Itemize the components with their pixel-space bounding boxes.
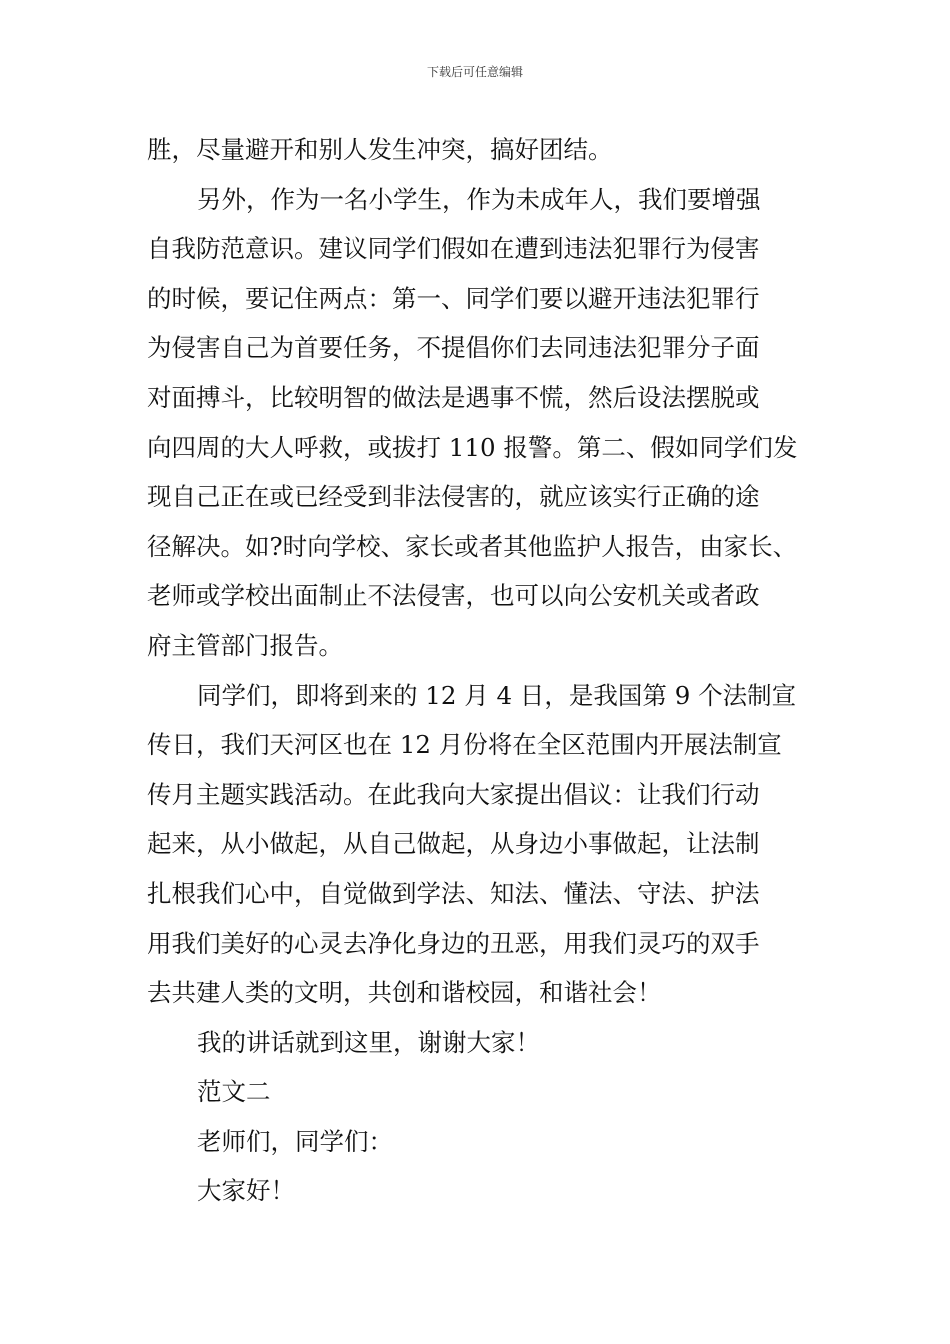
text-line: 为侵害自己为首要任务，不提倡你们去同违法犯罪分子面 [147,333,760,363]
text-line: 自我防范意识。建议同学们假如在遭到违法犯罪行为侵害 [147,234,760,264]
text-line: 去共建人类的文明，共创和谐校园，和谐社会！ [147,978,662,1008]
text-line: 传月主题实践活动。在此我向大家提出倡议：让我们行动 [147,779,760,809]
text-line: 另外，作为一名小学生，作为未成年人，我们要增强 [197,184,761,214]
text-line: 府主管部门报告。 [147,630,343,660]
text-line: 用我们美好的心灵去净化身边的丑恶，用我们灵巧的双手 [147,928,760,958]
page-header-note: 下载后可任意编辑 [426,65,523,79]
text-line: 传日，我们天河区也在 12 月份将在全区范围内开展法制宣 [147,730,782,760]
section-heading: 范文二 [197,1077,271,1107]
text-line: 起来，从小做起，从自己做起，从身边小事做起，让法制 [147,829,760,859]
greeting-line: 大家好！ [197,1176,295,1206]
text-line: 胜，尽量避开和别人发生冲突，搞好团结。 [147,135,613,164]
text-line: 向四周的大人呼救，或拔打 110 报警。第二、假如同学们发 [147,432,798,462]
text-line: 扎根我们心中，自觉做到学法、知法、懂法、守法、护法 [147,878,760,908]
salutation-line: 老师们，同学们： [197,1126,393,1156]
text-line: 现自己正在或已经受到非法侵害的，就应该实行正确的途 [147,482,760,512]
text-line: 老师或学校出面制止不法侵害，也可以向公安机关或者政 [147,581,760,611]
text-line: 的时候，要记住两点：第一、同学们要以避开违法犯罪行 [147,283,760,313]
text-line: 径解决。如?时向学校、家长或者其他监护人报告，由家长、 [147,531,798,561]
text-line: 对面搏斗，比较明智的做法是遇事不慌，然后设法摆脱或 [147,382,760,412]
text-line: 同学们，即将到来的 12 月 4 日，是我国第 9 个法制宣 [197,680,797,710]
text-line: 我的讲话就到这里，谢谢大家！ [197,1027,540,1057]
document-body [147,130,817,1221]
